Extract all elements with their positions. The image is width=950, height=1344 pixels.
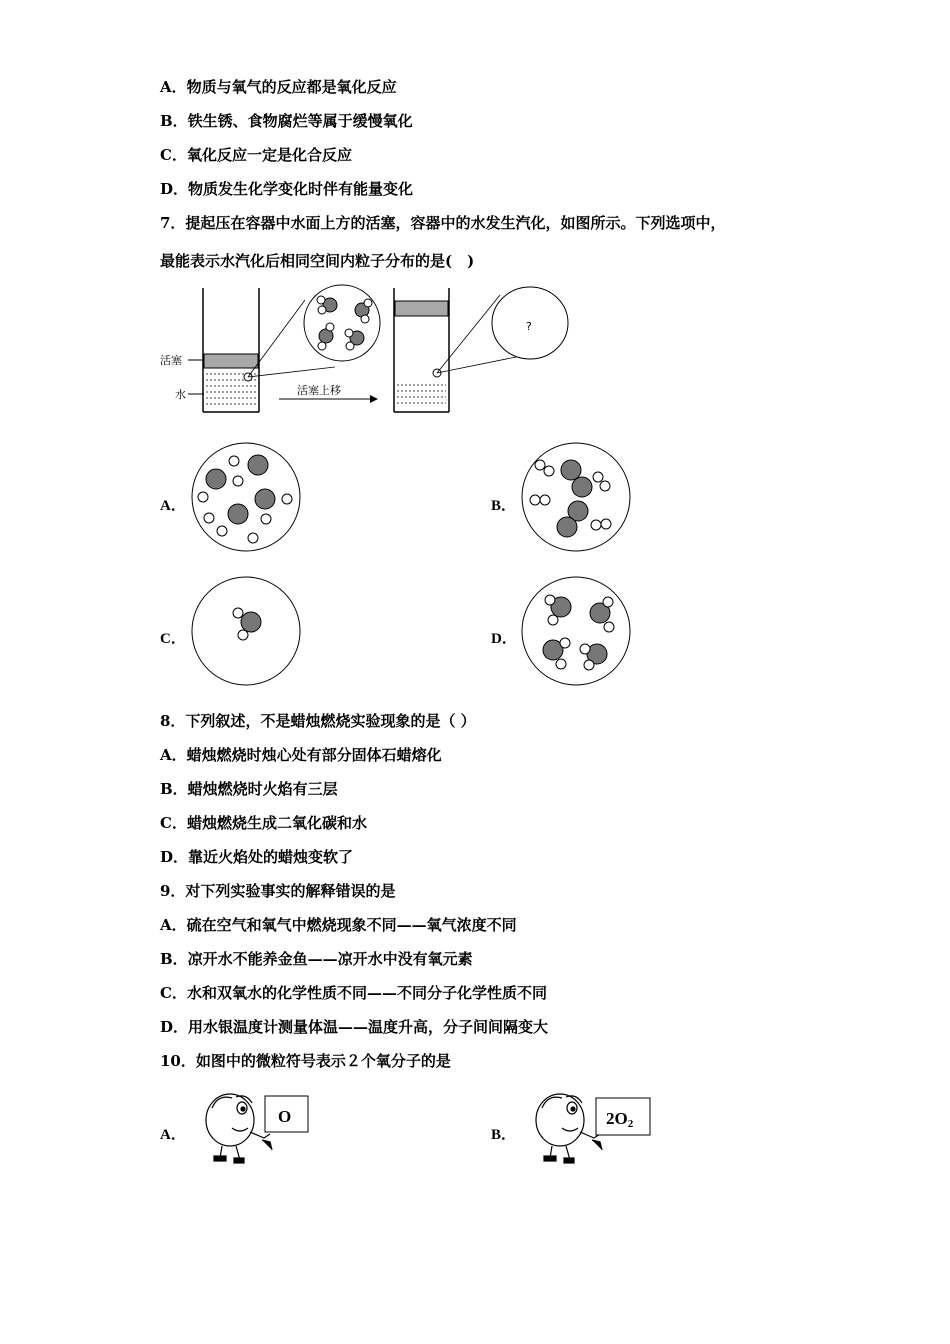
q7-option-d-label: D． (491, 631, 517, 647)
q9-option-d: D．用水银温度计测量体温——温度升高，分子间间隔变大 (160, 1018, 549, 1036)
q7-option-c-label: C． (160, 631, 186, 647)
q7-option-b-label: B． (491, 498, 517, 514)
left-piston (204, 354, 258, 368)
q7-option-b-diagram (520, 443, 632, 551)
symbol-box-a-text: O (278, 1107, 292, 1126)
right-piston (395, 301, 448, 316)
q6-option-a: A．物质与氧气的反应都是氧化反应 (160, 78, 397, 96)
water-label: 水 (175, 388, 186, 401)
piston-label: 活塞 (160, 354, 182, 367)
q9-stem: 9．对下列实验事实的解释错误的是 (160, 882, 396, 900)
q8-option-c: C．蜡烛燃烧生成二氧化碳和水 (160, 814, 367, 832)
q8-option-b: B．蜡烛燃烧时火焰有三层 (160, 780, 338, 798)
q10-stem: 10．如图中的微粒符号表示２个氧分子的是 (160, 1052, 451, 1070)
right-magnified-circle (437, 287, 568, 373)
symbol-box-b-text: 2O2 (606, 1109, 634, 1130)
q7-option-a-diagram (190, 443, 302, 551)
q7-option-a-label: A． (160, 498, 186, 514)
q6-option-d: D．物质发生化学变化时伴有能量变化 (160, 180, 414, 198)
arrow-label: 活塞上移 (297, 384, 341, 397)
cartoon-character-icon (206, 1094, 272, 1163)
q7-stem-line1: 7．提起压在容器中水面上方的活塞，容器中的水发生汽化，如图所示。下列选项中， (160, 214, 726, 232)
q10-option-a-label: A． (160, 1127, 186, 1143)
q9-option-a: A．硫在空气和氧气中燃烧现象不同——氧气浓度不同 (160, 916, 517, 934)
left-magnified-circle (248, 285, 380, 377)
unknown-mark: ? (526, 320, 532, 333)
q10-option-b-label: B． (491, 1127, 517, 1143)
right-container (394, 288, 449, 412)
q8-option-d: D．靠近火焰处的蜡烛变软了 (160, 848, 354, 866)
q10-option-b-figure (525, 1088, 655, 1168)
q10-option-a-figure (195, 1088, 315, 1168)
q7-stem-line2: 最能表示水汽化后相同空间内粒子分布的是( ) (160, 252, 475, 270)
q8-stem: 8．下列叙述，不是蜡烛燃烧实验现象的是（ ） (160, 712, 476, 730)
q7-option-d-diagram (520, 577, 632, 685)
cartoon-character-icon (536, 1094, 602, 1163)
left-container (203, 288, 259, 412)
q7-option-c-diagram (190, 577, 302, 685)
q9-option-b: B．凉开水不能养金鱼——凉开水中没有氧元素 (160, 950, 473, 968)
q6-option-b: B．铁生锈、食物腐烂等属于缓慢氧化 (160, 112, 413, 130)
q6-option-c: C．氧化反应一定是化合反应 (160, 146, 352, 164)
q9-option-c: C．水和双氧水的化学性质不同——不同分子化学性质不同 (160, 984, 547, 1002)
q7-figure (155, 285, 585, 425)
q8-option-a: A．蜡烛燃烧时烛心处有部分固体石蜡熔化 (160, 746, 442, 764)
